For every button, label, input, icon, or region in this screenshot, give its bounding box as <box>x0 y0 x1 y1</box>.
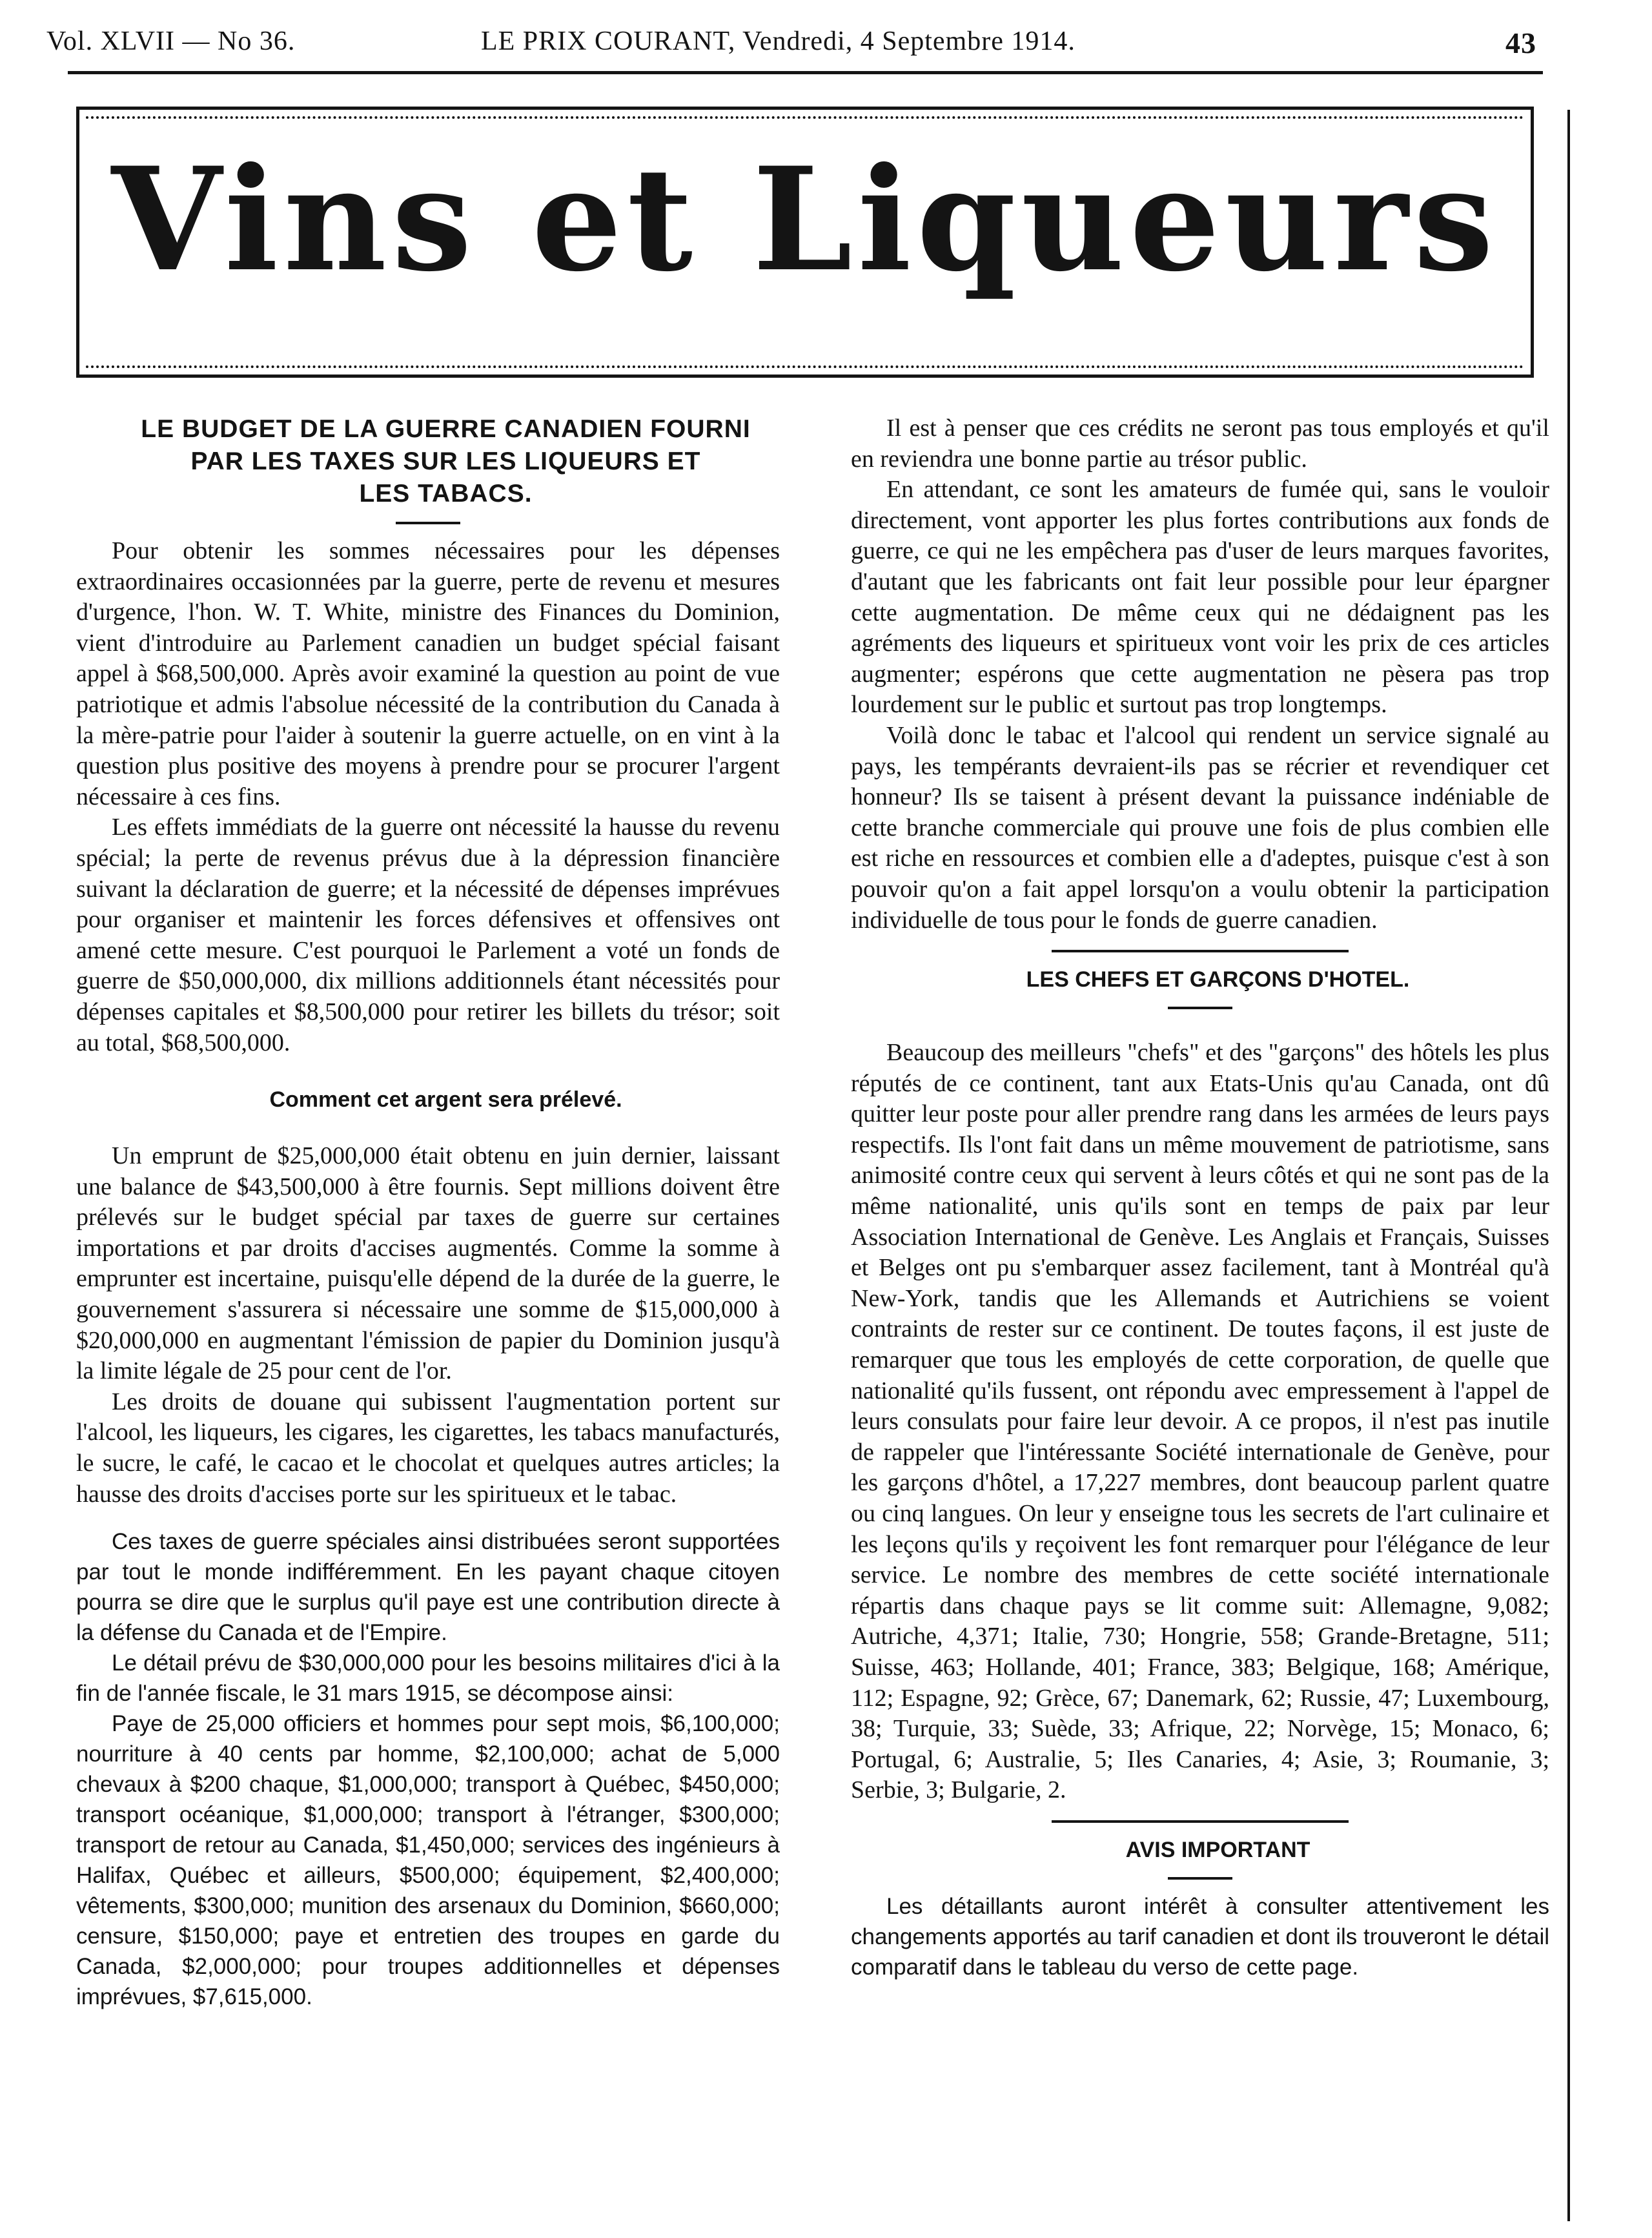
article-paragraph: Voilà donc le tabac et l'alcool qui rendent un service signalé au pays, les tempérants devraient-ils pas se récrier et revendiquer cet honneur? Ils se taisent à présent devant la puissance indéniable de cette branche commerciale qui prouve une fois de plus combien elle est riche en ressources et combien elle a d'adeptes, puisque c'est à son pouvoir qu'on a fait appel lorsqu'on a voulu obtenir la participation individuelle de tous pour le fonds de guerre canadien. <box>851 721 1549 934</box>
article-paragraph: Ces taxes de guerre spéciales ainsi distribuées seront supportées par tout le monde indifféremment. En les payant chaque citoyen pourra se dire que le surplus qu'il paye est une contribution directe à la défense du Canada et de l'Empire. <box>76 1529 780 1646</box>
section-title: Vins et Liqueurs <box>111 136 1499 303</box>
section-rule <box>1052 950 1349 952</box>
article-sans-block <box>76 1526 780 2012</box>
article-headline-line-1: LE BUDGET DE LA GUERRE CANADIEN FOURNI <box>141 415 751 443</box>
article-headline: AVIS IMPORTANT <box>1125 1837 1310 1862</box>
article-paragraph: Pour obtenir les sommes nécessaires pour les dépenses extraordinaires occasionnées par la guerre, perte de revenu et mesures d'urgence, l'hon. W. T. White, ministre des Finances du Dominion, vient d'introduire au Parlement canadien un budget spécial faisant appel à $68,500,000. Après avoir examiné la question au point de vue patriotique et admis l'absolue nécessité de la contribution du Canada à la mère-patrie pour l'aider à soutenir la guerre actuelle, on en vint à la question plus positive des moyens à prendre pour se procurer l'argent nécessaire à ces fins. <box>76 537 780 810</box>
headline-rule <box>1168 1877 1232 1880</box>
headline-rule <box>1168 1007 1232 1009</box>
article-sans-block <box>851 1891 1549 1982</box>
article-headline: LES CHEFS ET GARÇONS D'HOTEL. <box>1026 967 1410 992</box>
article-paragraph: Paye de 25,000 officiers et hommes pour sept mois, $6,100,000; nourriture à 40 cents par homme, $2,100,000; achat de 5,000 chevaux à $200 chaque, $1,000,000; transport à Québec, $450,000; transport océanique, $1,000,000; transport à l'étranger, $300,000; transport de retour au Canada, $1,450,000; services des ingénieurs à Halifax, Québec et ailleurs, $500,000; équipement, $2,400,000; vêtements, $300,000; munition des arsenaux du Dominion, $660,000; censure, $150,000; paye et entretien des troupes en garde du Canada, $2,000,000; pour troupes additionnelles et dépenses imprévues, $7,615,000. <box>76 1711 780 2010</box>
article-paragraph: Les effets immédiats de la guerre ont nécessité la hausse du revenu spécial; la perte de revenus prévus due à la dépression financière suivant la déclaration de guerre; et la nécessité de dépenses imprévues pour organiser et maintenir les forces défensives et offensives ont amené cette mesure. C'est pourquoi le Parlement a voté un fonds de guerre de $50,000,000, dix millions additionnels étant nécessités pour dépenses capitales et $8,500,000 pour retirer les billets du trésor; soit au total, $68,500,000. <box>76 814 780 1056</box>
article-paragraph: Un emprunt de $25,000,000 était obtenu en juin dernier, laissant une balance de $43,500,000 à être fournis. Sept millions doivent être prélevés sur le budget spécial par taxes de guerre sur certaines importations et par droits d'accises augmentés. Comme la somme à emprunter est incertaine, puisqu'elle dépend de la durée de la guerre, le gouvernement s'assurera si nécessaire une somme de $15,000,000 à $20,000,000 en augmentant l'émission de papier du Dominion jusqu'à la limite légale de 25 pour cent de l'or. <box>76 1142 780 1385</box>
right-column <box>851 413 1549 1982</box>
article-subheading: Comment cet argent sera prélevé. <box>269 1087 622 1113</box>
article-paragraph: Beaucoup des meilleurs "chefs" et des "garçons" des hôtels les plus réputés de ce continent, tant aux Etats-Unis qu'au Canada, ont dû quitter leur poste pour aller prendre rang dans les armées de leurs pays respectifs. Ils l'ont fait dans un même mouvement de patriotisme, sans animosité contre ceux qui servent à leurs côtés et qui ne sont pas de la même nationalité, unis qu'ils sont en temps de paix par leur Association International de Genève. Les Anglais et Français, Suisses et Belges ont pu s'embarquer assez facilement, tant à Montréal qu'à New-York, tandis que les Allemands et Autrichiens se voient contraints de rester sur ce continent. De toutes façons, il est juste de remarquer que tous les employés de cette corporation, de quelle que nationalité qu'ils fussent, ont répondu avec empressement à l'appel de leurs consulats pour faire leur devoir. A ce propos, il n'est pas inutile de rappeler que l'intéressante Société internationale de Genève, pour les garçons d'hôtel, a 17,227 membres, dont beaucoup parlent quatre ou cinq langues. On leur y enseigne tous les secrets de l'art culinaire et les leçons qu'ils y reçoivent les font remarquer pour l'élégance de leur service. Le nombre des membres de cette société internationale répartis dans chaque pays se lit comme suit: Allemagne, 9,082; Autriche, 4,371; Italie, 730; Hongrie, 558; Grande-Bretagne, 511; Suisse, 463; Hollande, 401; France, 383; Belgique, 168; Amérique, 112; Espagne, 92; Grèce, 67; Danemark, 62; Russie, 47; Luxembourg, 38; Turquie, 33; Suède, 33; Afrique, 22; Norvège, 15; Monaco, 6; Portugal, 6; Australie, 5; Iles Canaries, 4; Asie, 3; Roumanie, 3; Serbie, 3; Bulgarie, 2. <box>851 1039 1549 1804</box>
article-paragraph: Les détaillants auront intérêt à consulter attentivement les changements apportés au tarif canadien et dont ils trouveront le détail comparatif dans le tableau du verso de cette page. <box>851 1893 1549 1980</box>
left-column <box>76 413 780 2012</box>
publication-line: LE PRIX COURANT, Vendredi, 4 Septembre 1914. <box>481 26 1076 56</box>
header-rule <box>68 71 1543 74</box>
running-header <box>39 26 1549 71</box>
article-paragraph: Les droits de douane qui subissent l'augmentation portent sur l'alcool, les liqueurs, les cigares, les cigarettes, les tabacs manufacturés, le sucre, le café, le cacao et le chocolat et quelques autres articles; la hausse des droits d'accises porte sur les spiritueux et le tabac. <box>76 1388 780 1508</box>
right-margin-rule <box>1567 110 1570 2221</box>
page-number: 43 <box>1505 26 1536 59</box>
section-banner <box>76 107 1534 378</box>
article-paragraph: Il est à penser que ces crédits ne seront pas tous employés et qu'il en reviendra une bonne partie au trésor public. <box>851 415 1549 473</box>
section-rule <box>1052 1820 1349 1823</box>
article-headline-line-3: LES TABACS. <box>359 480 533 508</box>
article-paragraph: Le détail prévu de $30,000,000 pour les besoins militaires d'ici à la fin de l'année fiscale, le 31 mars 1915, se décompose ainsi: <box>76 1650 780 1707</box>
article-headline-line-2: PAR LES TAXES SUR LES LIQUEURS ET <box>190 447 701 475</box>
article-paragraph: En attendant, ce sont les amateurs de fumée qui, sans le vouloir directement, vont apporter les plus fortes contributions aux fonds de guerre, ce qui ne les empêchera pas d'user de leurs marques favorites, d'autant que les fabricants ont fait leur possible pour leur épargner cette augmentation. De même ceux qui ne dédaignent pas les agréments des liqueurs et spiritueux vont voir les prix de ces articles augmenter; espérons que cette augmentation ne pèsera pas trop lourdement sur le public et surtout pas trop longtemps. <box>851 476 1549 719</box>
volume-number: Vol. XLVII — No 36. <box>46 26 296 56</box>
headline-rule <box>396 522 460 524</box>
